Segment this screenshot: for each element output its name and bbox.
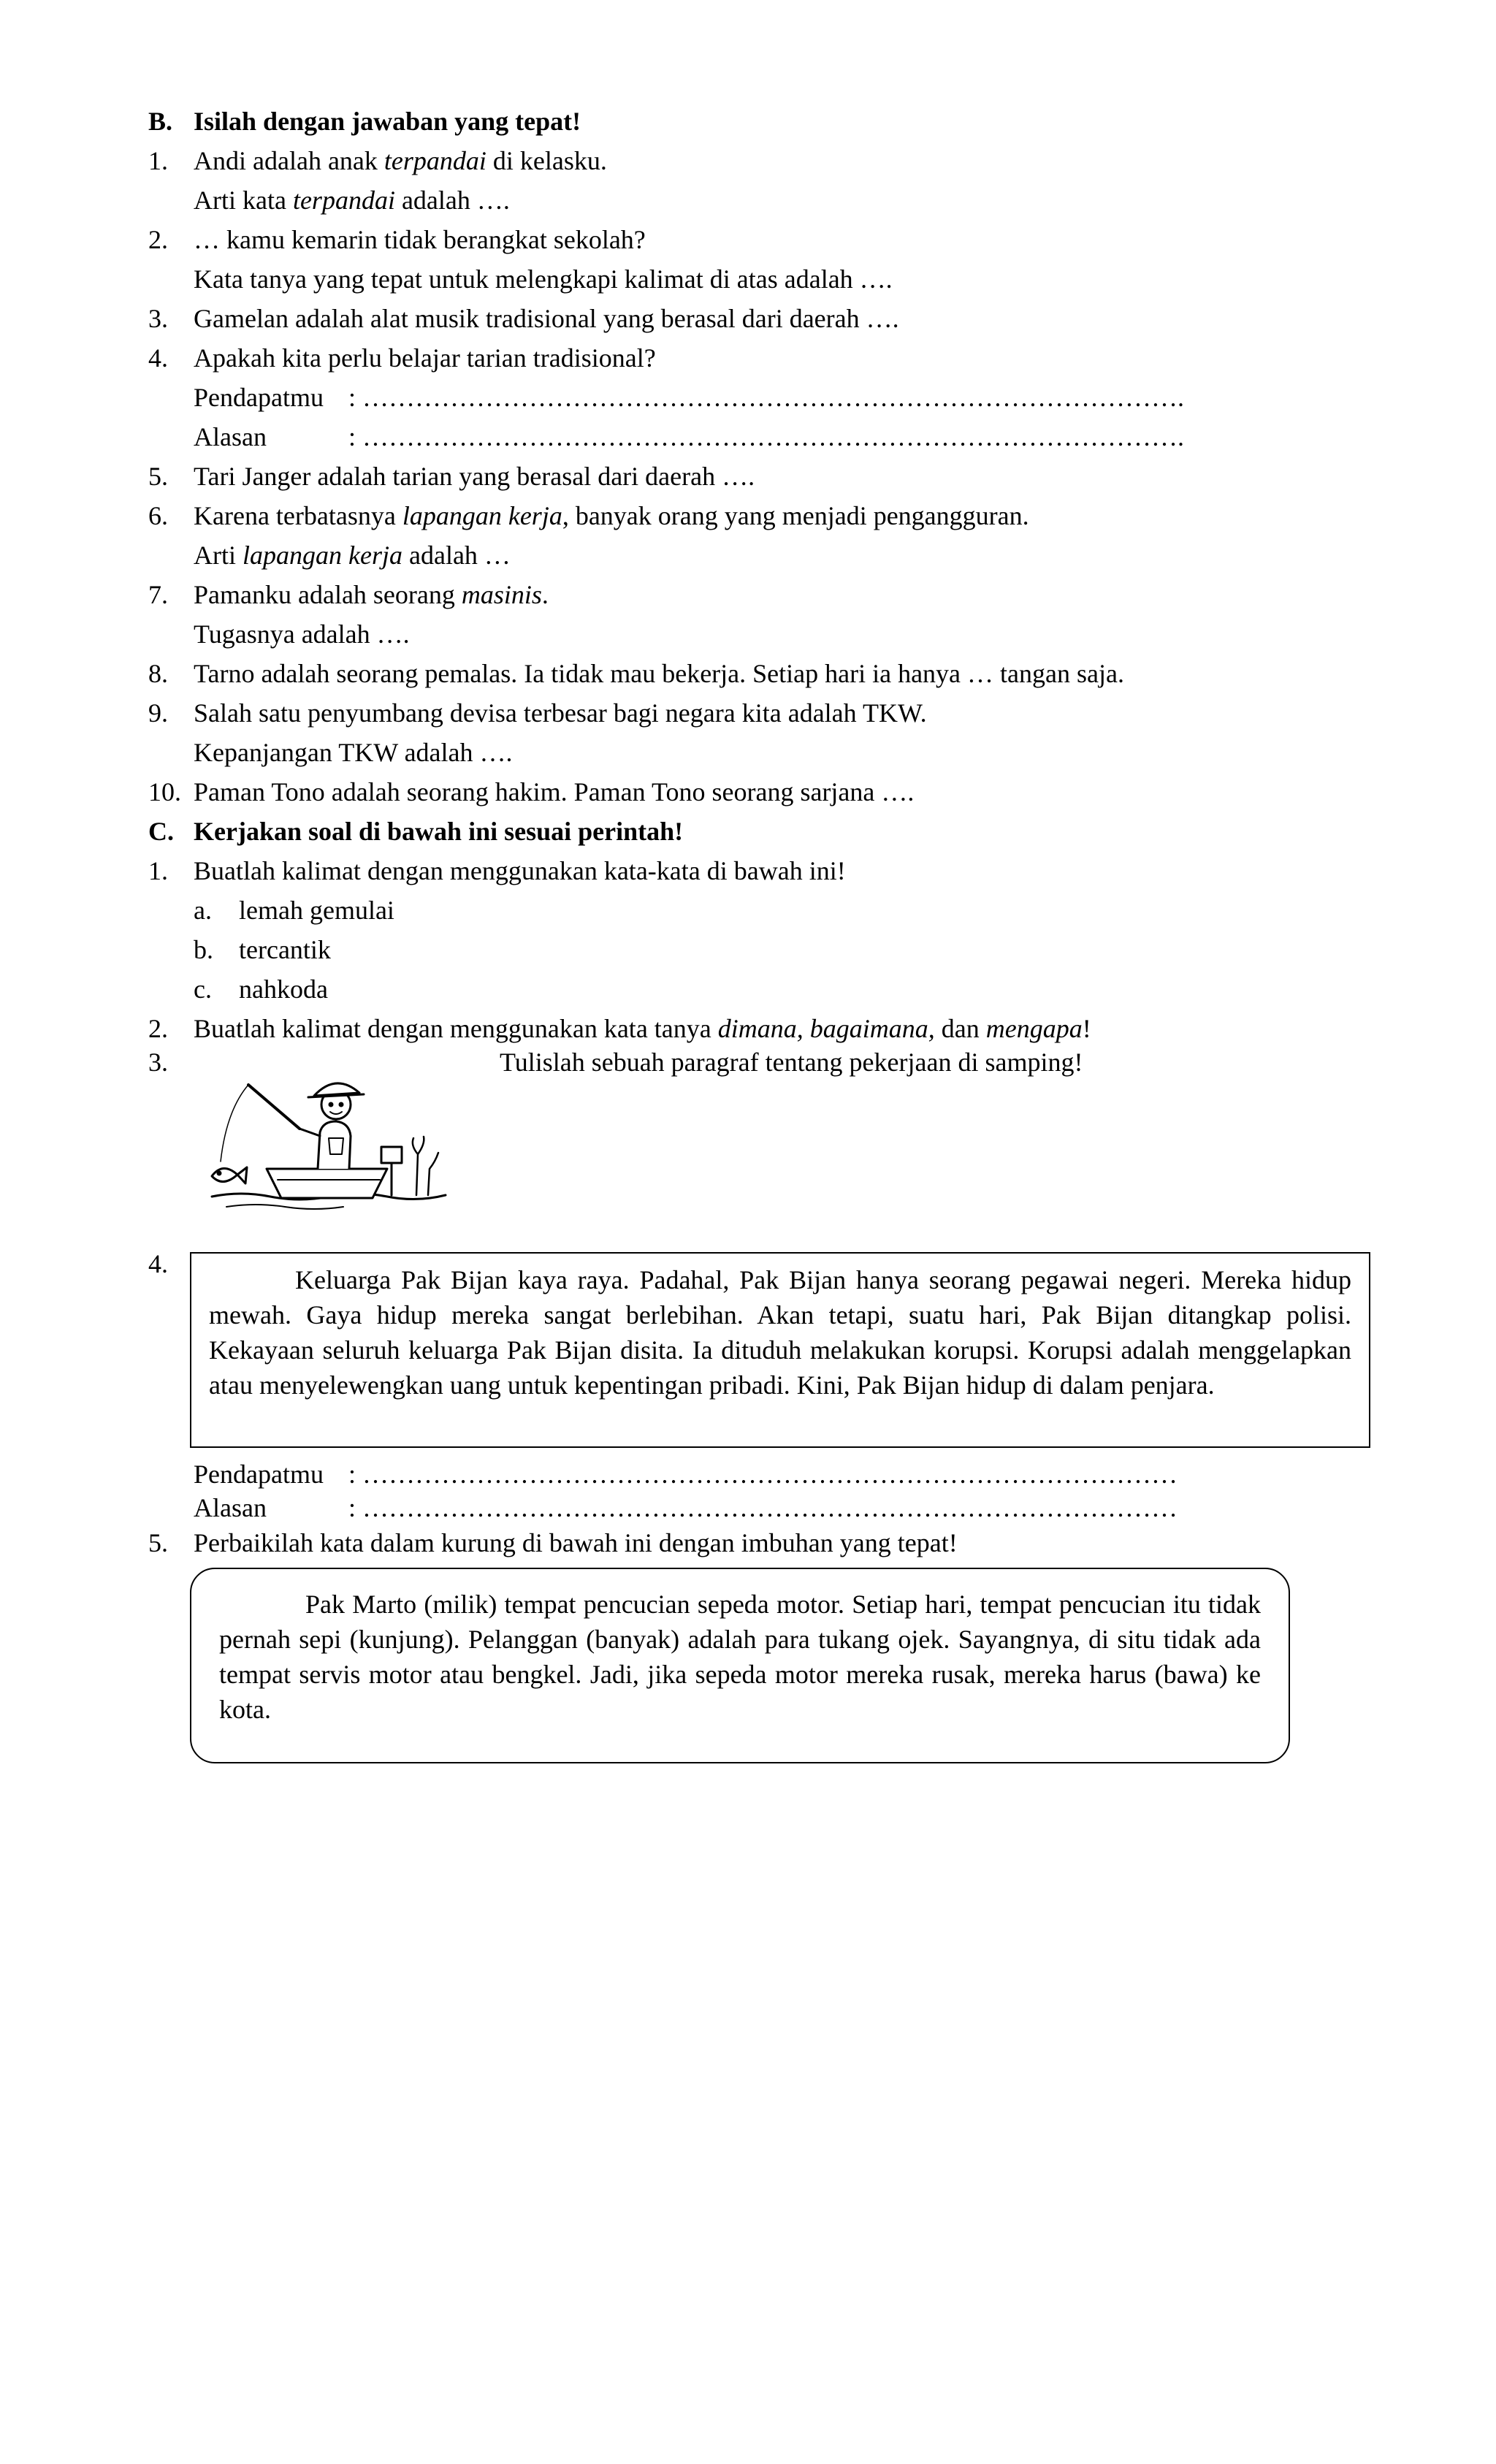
question-b1: 1. Andi adalah anak terpandai di kelasku.: [148, 146, 607, 175]
list-item: c. nahkoda: [194, 974, 328, 1004]
question-b8: 8. Tarno adalah seorang pemalas. Ia tidak mau bekerja. Setiap hari ia hanya … tangan saja.: [148, 659, 1124, 688]
question-c5: 5. Perbaikilah kata dalam kurung di bawah ini dengan imbuhan yang tepat!: [148, 1528, 958, 1557]
question-b7-sub: Tugasnya adalah ….: [194, 619, 410, 649]
section-c-heading: C. Kerjakan soal di bawah ini sesuai perintah!: [148, 817, 684, 846]
question-b7: 7. Pamanku adalah seorang masinis.: [148, 580, 549, 609]
question-b3: 3. Gamelan adalah alat musik tradisional yang berasal dari daerah ….: [148, 304, 899, 333]
question-c1: 1. Buatlah kalimat dengan menggunakan kata-kata di bawah ini!: [148, 856, 846, 885]
story-box-pak-marto: [190, 1568, 1290, 1763]
question-b1-sub: Arti kata terpandai adalah ….: [194, 186, 510, 215]
story-paragraph: Pak Marto (milik) tempat pencucian sepeda motor. Setiap hari, tempat pencucian itu tidak pernah sepi (kunjung). Pelanggan (banyak) adalah para tukang ojek. Sayangnya, di situ tidak ada tempat servis motor atau bengkel. Jadi, jika sepeda motor mereka rusak, mereka harus (bawa) ke kota.: [219, 1590, 1261, 1724]
question-b10: 10. Paman Tono adalah seorang hakim. Paman Tono seorang sarjana ….: [148, 777, 915, 806]
question-b5: 5. Tari Janger adalah tarian yang berasal dari daerah ….: [148, 462, 755, 491]
answer-c4-opinion[interactable]: Pendapatmu : …………………………………………………………………………………: [194, 1460, 1178, 1489]
question-b6-sub: Arti lapangan kerja adalah …: [194, 541, 511, 570]
question-c2: 2. Buatlah kalimat dengan menggunakan kata tanya dimana, bagaimana, dan mengapa!: [148, 1014, 1091, 1043]
question-c4-number: 4.: [148, 1249, 168, 1278]
question-c3: Tulislah sebuah paragraf tentang pekerjaan di samping!: [500, 1048, 1083, 1077]
question-b2: 2. … kamu kemarin tidak berangkat sekolah?: [148, 225, 646, 254]
fisherman-boat-illustration: [197, 1052, 460, 1227]
answer-b4-opinion[interactable]: Pendapatmu : ………………………………………………………………………………….: [194, 383, 1185, 412]
answer-b4-reason[interactable]: Alasan : ………………………………………………………………………………….: [194, 422, 1185, 451]
section-b-heading: B. Isilah dengan jawaban yang tepat!: [148, 107, 581, 136]
question-b9: 9. Salah satu penyumbang devisa terbesar bagi negara kita adalah TKW.: [148, 698, 927, 728]
question-b4: 4. Apakah kita perlu belajar tarian tradisional?: [148, 343, 656, 373]
answer-c4-reason[interactable]: Alasan : …………………………………………………………………………………: [194, 1493, 1178, 1522]
story-paragraph: Keluarga Pak Bijan kaya raya. Padahal, Pak Bijan hanya seorang pegawai negeri. Mereka hidup mewah. Gaya hidup mereka sangat berlebihan. Akan tetapi, suatu hari, Pak Bijan ditangkap polisi. Kekayaan seluruh keluarga Pak Bijan disita. Ia dituduh melakukan korupsi. Korupsi adalah menggelapkan atau menyelewengkan uang untuk kepentingan pribadi. Kini, Pak Bijan hidup di dalam penjara.: [209, 1265, 1351, 1400]
question-c3-number: 3.: [148, 1048, 168, 1077]
story-box-pak-bijan: [190, 1252, 1370, 1448]
list-item: b. tercantik: [194, 935, 331, 964]
list-item: a. lemah gemulai: [194, 896, 394, 925]
question-b2-sub: Kata tanya yang tepat untuk melengkapi kalimat di atas adalah ….: [194, 264, 893, 294]
question-b6: 6. Karena terbatasnya lapangan kerja, banyak orang yang menjadi pengangguran.: [148, 501, 1029, 530]
question-b9-sub: Kepanjangan TKW adalah ….: [194, 738, 513, 767]
